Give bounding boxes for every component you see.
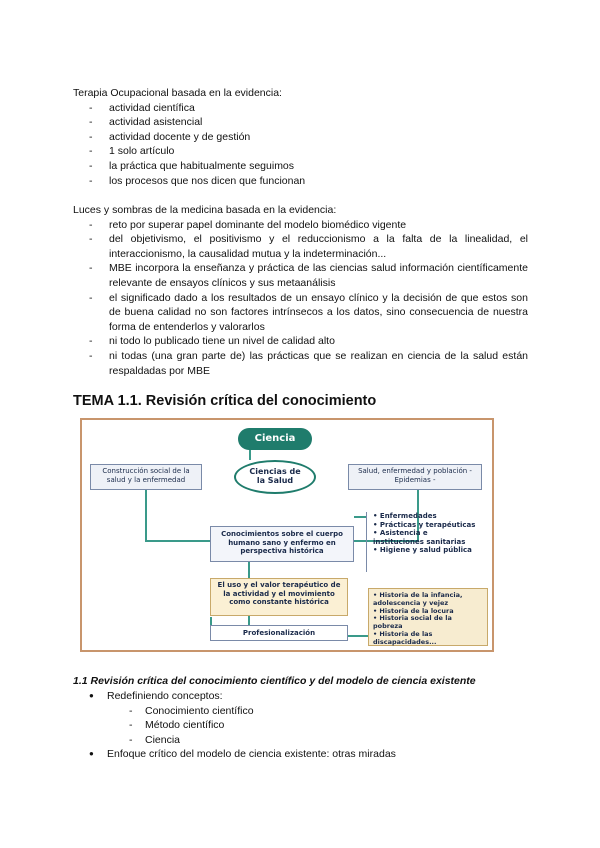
list-item: - ni todas (una gran parte de) las prácticas que se realizan en ciencia de la salud están respaldadas por MBE — [73, 349, 528, 378]
bullet-item: ● Redefiniendo conceptos: — [73, 689, 523, 704]
list-item: • Asistencia e instituciones sanitarias — [373, 529, 466, 546]
dash-list — [73, 218, 528, 379]
connector-line — [248, 560, 250, 578]
section-heading: Terapia Ocupacional basada en la evidencia: — [73, 87, 282, 99]
list-item: - 1 solo artículo — [73, 144, 528, 159]
list-item: - ni todo lo publicado tiene un nivel de calidad alto — [73, 334, 528, 349]
bullet-item: ● Enfoque crítico del modelo de ciencia existente: otras miradas — [73, 747, 523, 762]
list-item: - reto por superar papel dominante del modelo biomédico vigente — [73, 218, 528, 233]
uso-valor-box — [210, 578, 348, 616]
bullet-list — [73, 689, 523, 762]
list-item: - del objetivismo, el positivismo y el reduccionismo a la falta de la linealidad, el interaccionismo, la causalidad mutua y la indeterminación... — [73, 232, 528, 261]
ciencia-node — [238, 428, 312, 450]
subsection-heading: 1.1 Revisión crítica del conocimiento científico y del modelo de ciencia existente — [73, 675, 476, 687]
list-item: • Prácticas y terapéuticas — [373, 520, 476, 529]
ciencia-label: Ciencia — [254, 433, 296, 444]
ciencias-salud-node — [234, 460, 316, 494]
list-item: • Historia de la infancia, adolescencia y vejez — [373, 591, 463, 607]
uso-valor-label: El uso y el valor terapéutico de la actividad y el movimiento como constante histórica — [217, 581, 341, 607]
list-item: • Historia de las discapacidades... — [373, 629, 437, 646]
concept-diagram — [80, 418, 494, 652]
section-heading: Luces y sombras de la medicina basada en la evidencia: — [73, 204, 337, 216]
list-item: - el significado dado a los resultados de un ensayo clínico y la decisión de que estos son de buena calidad no son factores intrínsecos a los datos, sino consecuencia de nuestra forma de entenderlos y valorarlos — [73, 291, 528, 335]
connector-line — [354, 516, 366, 518]
construccion-box — [90, 464, 202, 490]
list-item: - actividad asistencial — [73, 115, 528, 130]
list-item: - Método científico — [73, 718, 523, 733]
profesionalizacion-box — [210, 625, 348, 641]
list-item: - la práctica que habitualmente seguimos — [73, 159, 528, 174]
section-evidencia — [73, 86, 528, 188]
list-item: - Conocimiento científico — [73, 704, 523, 719]
construccion-label: Construcción social de la salud y la enfermedad — [102, 467, 190, 484]
conocimientos-label: Conocimientos sobre el cuerpo humano sano y enfermo en perspectiva histórica — [221, 530, 343, 556]
list-item: - actividad científica — [73, 101, 528, 116]
dash-list — [73, 101, 528, 189]
connector-line — [348, 635, 368, 637]
list-item: • Higiene y salud pública — [373, 546, 472, 555]
list-item: - actividad docente y de gestión — [73, 130, 528, 145]
list-item: - los procesos que nos dicen que funcionan — [73, 174, 528, 189]
salud-enfermedad-label: Salud, enfermedad y población - Epidemias - — [358, 467, 472, 484]
list-item: • Historia social de la pobreza — [373, 614, 452, 631]
historias-box — [368, 588, 488, 646]
page-title: TEMA 1.1. Revisión crítica del conocimiento — [73, 393, 377, 409]
list-item: • Enfermedades — [373, 512, 437, 520]
sub-list — [73, 704, 523, 748]
list-item: • Historia de la locura — [373, 606, 454, 615]
ciencias-salud-label: Ciencias de la Salud — [249, 467, 301, 485]
section-luces-sombras — [73, 203, 528, 378]
conocimientos-box — [210, 526, 354, 562]
connector-line — [145, 488, 147, 540]
list-item: - MBE incorpora la enseñanza y práctica de las ciencias salud información científicamente relevante de ensayos clínicos y sus metaanálisis — [73, 261, 528, 290]
list-item: - Ciencia — [73, 733, 523, 748]
profesionalizacion-label: Profesionalización — [242, 629, 316, 637]
connector-line — [145, 540, 211, 542]
right-list-box — [366, 512, 480, 572]
salud-enfermedad-box — [348, 464, 482, 490]
